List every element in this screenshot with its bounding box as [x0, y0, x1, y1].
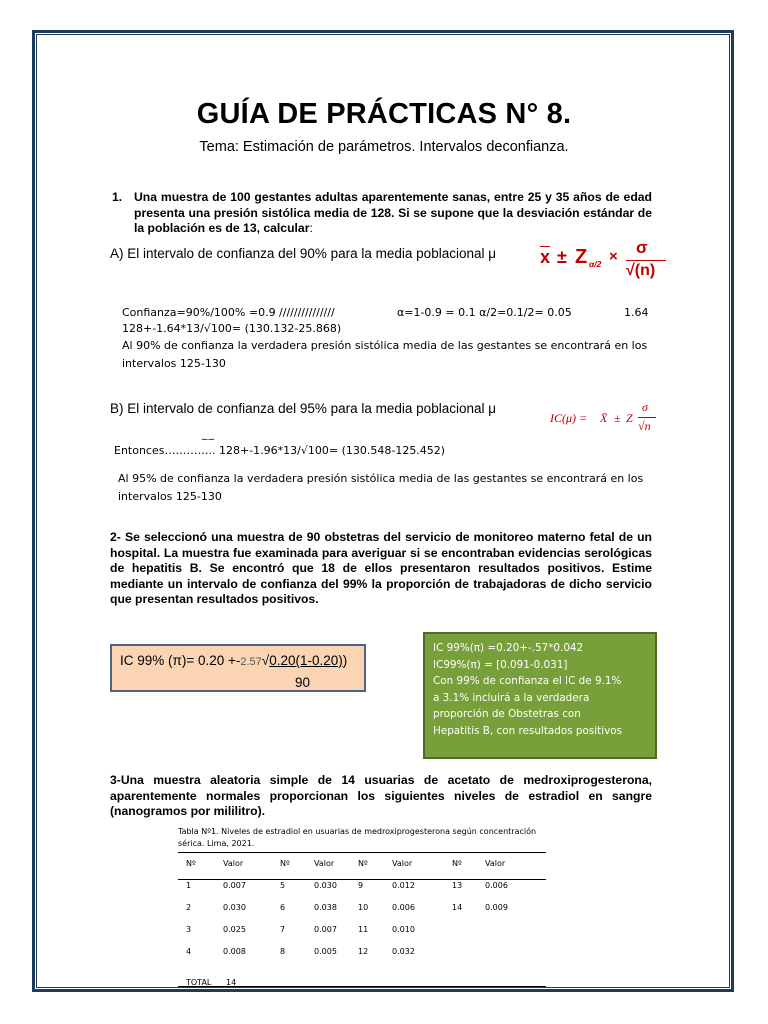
formula-a-xbar: $\overline{x}$ — [540, 247, 551, 267]
formula-a-sqrt-n: √(n) — [626, 262, 656, 279]
formula-a-times: × — [609, 248, 618, 265]
answer-a-z-value: 1.64 — [624, 306, 649, 319]
table-cell: 0.009 — [485, 903, 508, 912]
answer-a-line-2: 128+-1.64*13/√100= (130.132-25.868) — [122, 322, 342, 335]
estradiol-table — [178, 852, 546, 990]
ic-formula-sqrt: √ — [261, 653, 270, 668]
answer-a-line-4: intervalos 125-130 — [122, 357, 226, 370]
formula-b-z: Z — [626, 411, 633, 425]
table-total-label: TOTAL — [186, 978, 212, 987]
q2-answer-line: Con 99% de confianza el IC de 9.1% — [433, 675, 622, 688]
table-cell: 5 — [280, 881, 286, 890]
page-subtitle: Tema: Estimación de parámetros. Intervalos deconfianza. — [199, 139, 569, 155]
table-cell: 0.007 — [314, 925, 337, 934]
table-header-cell: Valor — [223, 859, 244, 868]
table-cell: 11 — [358, 925, 369, 934]
part-a-prompt: A) El intervalo de confianza del 90% para la media poblacional μ — [110, 246, 497, 261]
ic-formula-prefix: IC 99% (π)= 0.20 +- — [120, 653, 241, 668]
q2-answer-box — [423, 632, 657, 759]
answer-b-line-1: Entonces………….. 128+-1.96*13/√100= (130.548-125.452) — [114, 444, 446, 457]
table-cell: 9 — [358, 881, 364, 890]
table-top-rule — [178, 852, 546, 853]
q2-answer-line: IC99%(π) = [0.091-0.031] — [433, 658, 568, 671]
table-header-cell: Nº — [452, 859, 462, 868]
table-header-cell: Valor — [392, 859, 413, 868]
table-cell: 0.032 — [392, 947, 415, 956]
formula-a-z-sub: α/2 — [589, 259, 602, 269]
question-1 — [112, 190, 652, 237]
ic-formula-box — [110, 644, 366, 692]
table-cell: 0.006 — [485, 881, 508, 890]
formula-b-sigma: σ — [642, 400, 648, 414]
table-cell: 2 — [186, 903, 192, 912]
q2-answer-line: a 3.1% incluirá a la verdadera — [433, 691, 590, 704]
table-cell: 0.012 — [392, 881, 415, 890]
formula-confidence-interval-b — [550, 400, 670, 443]
ic-formula-denominator: 90 — [295, 675, 311, 690]
table-cell: 12 — [358, 947, 369, 956]
formula-a-pm: ± — [557, 247, 567, 267]
ic-formula-closing: ) — [342, 653, 348, 668]
q2-answer-line: IC 99%(π) =0.20+-.57*0.042 — [433, 642, 584, 654]
table-cell: 0.006 — [392, 903, 415, 912]
answer-a-confidence: Confianza=90%/100% =0.9 /////////////// — [122, 306, 335, 319]
table-cell: 13 — [452, 881, 463, 890]
page-title: GUÍA DE PRÁCTICAS N° 8. — [196, 98, 572, 130]
table-header-rule — [178, 879, 546, 880]
ic-formula-line — [120, 653, 347, 668]
q2-answer-line: Hepatitis B, con resultados positivos — [433, 724, 623, 737]
table-caption: Tabla Nº1. Niveles de estradiol en usuarias de medroxiprogesterona según concentración sérica. Lima, 2021. — [178, 827, 537, 848]
table-cell: 0.010 — [392, 925, 415, 934]
table-cell: 1 — [186, 881, 192, 890]
question-2-text: 2- Se seleccionó una muestra de 90 obstetras del servicio de monitoreo materno fetal de un hospital. La muestra fue examinada para averiguar si se encontraban evidencias serológicas de hepatitis B. Se encontró que 18 de ellos presentaron resultados positivos. Estime mediante un intervalo de confianza del 99% la proporción de trabajadoras de dicho servicio que presentan resultados positivos. — [110, 530, 652, 606]
table-header-cell: Valor — [314, 859, 335, 868]
formula-a-sigma: σ — [636, 238, 648, 257]
table-cell: 0.030 — [223, 903, 246, 912]
formula-a-z: Z — [575, 246, 588, 268]
formula-b-sqrt-n: √n — [638, 419, 651, 433]
answer-a-line-3: Al 90% de confianza la verdadera presión sistólica media de las gestantes se encontrará en los — [122, 339, 648, 352]
table-header-cell: Nº — [186, 859, 196, 868]
table-cell: 0.038 — [314, 903, 337, 912]
table-total-value: 14 — [226, 978, 237, 987]
formula-b-fraction-bar — [638, 417, 656, 418]
question-1-text — [134, 190, 652, 237]
table-cell: 8 — [280, 947, 286, 956]
table-cell: 10 — [358, 903, 369, 912]
part-b-prompt: B) El intervalo de confianza del 95% para la media poblacional μ — [110, 401, 497, 416]
ic-formula-numerator: 0.20(1-0.20) — [269, 653, 343, 668]
table-header-cell: Nº — [280, 859, 290, 868]
table-cell: 7 — [280, 925, 286, 934]
table-cell: 0.030 — [314, 881, 337, 890]
formula-b-xbar: X̄ — [600, 411, 608, 425]
answer-b-line-3: intervalos 125-130 — [118, 490, 222, 503]
question-1-colon: : — [309, 221, 313, 235]
formula-confidence-interval-a — [540, 240, 680, 286]
table-header-cell: Valor — [485, 859, 506, 868]
table-cell: 0.025 — [223, 925, 246, 934]
table-cell: 14 — [452, 903, 463, 912]
table-cell: 0.007 — [223, 881, 246, 890]
formula-a-fraction-bar — [626, 260, 666, 261]
question-1-number: 1. — [112, 190, 123, 204]
table-cell: 3 — [186, 925, 192, 934]
answer-b-line-2: Al 95% de confianza la verdadera presión sistólica media de las gestantes se encontrará en los — [118, 472, 644, 485]
formula-b-pm: ± — [614, 411, 621, 425]
formula-b-lhs: IC(μ) = — [550, 411, 588, 425]
question-3-text: 3-Una muestra aleatoria simple de 14 usuarias de acetato de medroxiprogesterona, aparentemente normales proporcionan los siguientes niveles de estradiol en sangre (nanogramos por mililitro). — [110, 773, 652, 818]
ic-formula-z: 2.57 — [240, 656, 262, 668]
answer-b-overbar: __ — [202, 427, 215, 440]
table-cell: 0.008 — [223, 947, 246, 956]
answer-a-line-1 — [122, 306, 335, 319]
answer-a-alpha: α=1-0.9 = 0.1 α/2=0.1/2= 0.05 — [397, 306, 572, 319]
table-header-cell: Nº — [358, 859, 368, 868]
table-cell: 4 — [186, 947, 192, 956]
table-cell: 6 — [280, 903, 286, 912]
question-1-body: Una muestra de 100 gestantes adultas aparentemente sanas, entre 25 y 35 años de edad presenta una presión sistólica media de 128. Si se supone que la desviación estándar de la población es de 13, calcular — [134, 190, 652, 235]
table-cell: 0.005 — [314, 947, 337, 956]
q2-answer-line: proporción de Obstetras con — [433, 708, 581, 721]
